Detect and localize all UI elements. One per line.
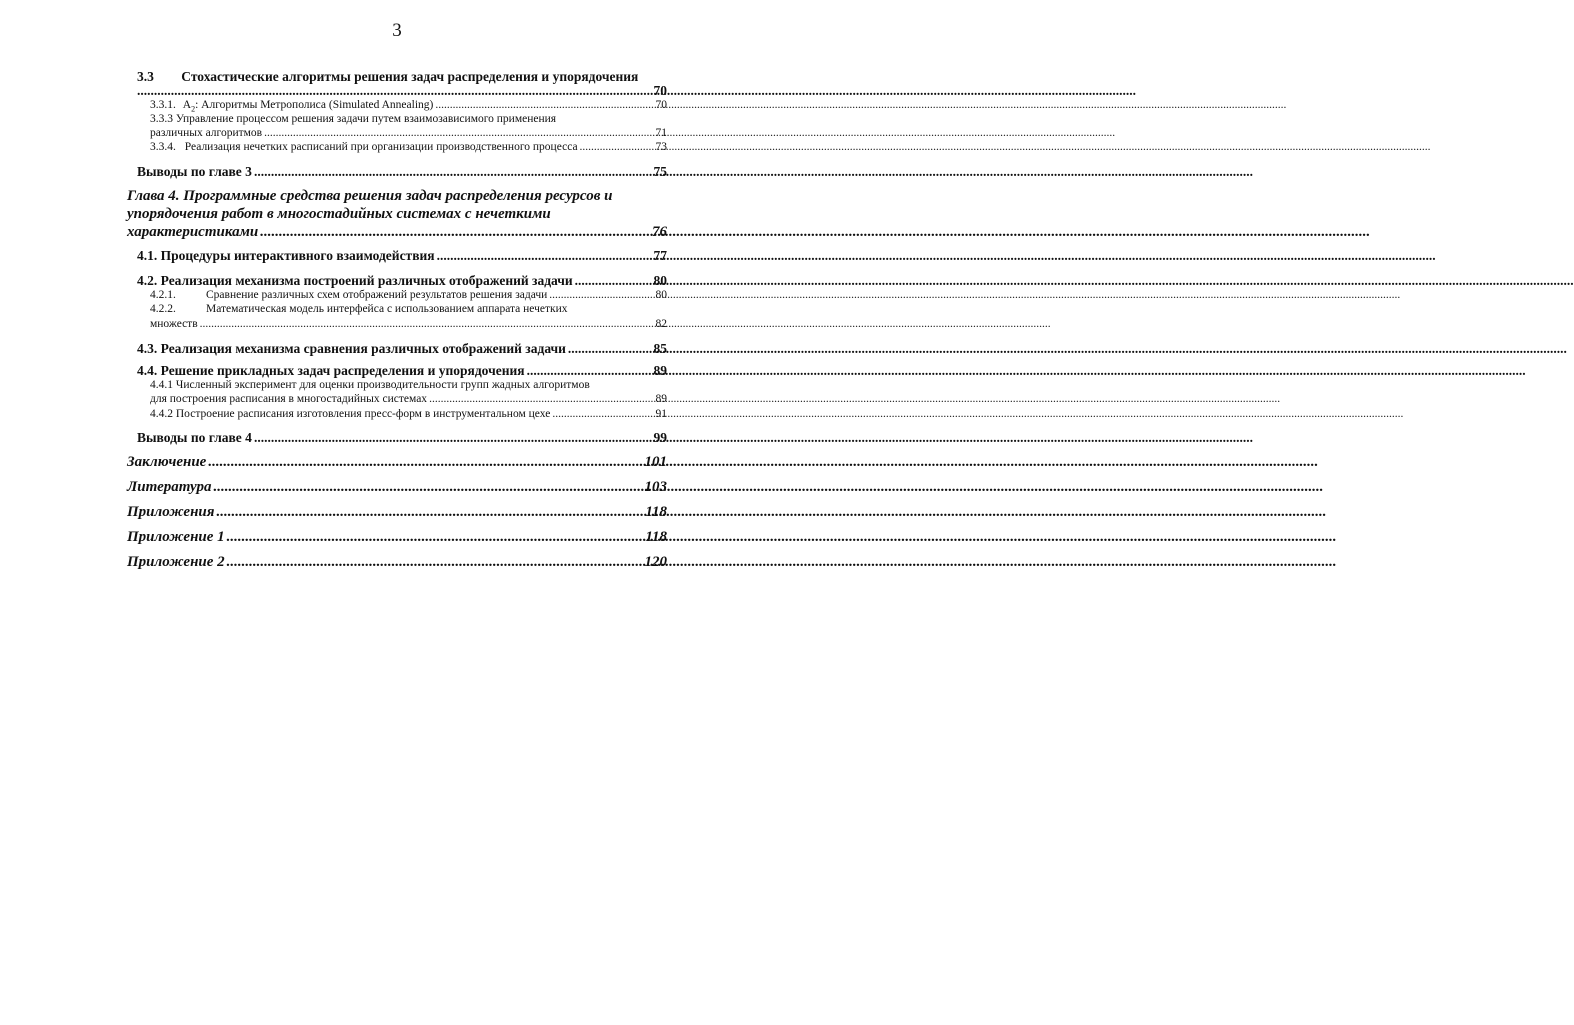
- toc-page: 101: [644, 454, 667, 470]
- toc-title: множеств: [150, 318, 198, 330]
- dot-leader: [200, 318, 654, 330]
- dot-leader: [137, 83, 652, 99]
- toc-page: 70: [655, 99, 667, 111]
- toc-chapter-4-line1[interactable]: Глава 4. Программные средства решения задач распределения ресурсов и: [127, 188, 613, 204]
- toc-title: Приложение 1: [127, 529, 225, 545]
- toc-entry-3-3-1[interactable]: [150, 99, 667, 113]
- toc-number: 3.3: [137, 69, 154, 84]
- toc-title: Математическая модель интерфейса с использованием аппарата нечетких: [206, 303, 568, 315]
- dot-leader: [260, 224, 650, 241]
- dot-leader: [549, 289, 653, 301]
- page-number: 3: [392, 20, 402, 41]
- toc-title: для построения расписания в многостадийных системах: [150, 393, 428, 405]
- toc-page: 89: [653, 363, 667, 378]
- toc-entry-appendices[interactable]: [127, 504, 667, 521]
- toc-title: Реализация нечетких расписаний при организации производственного процесса: [184, 141, 578, 153]
- toc-title: Выводы по главе 4: [137, 430, 252, 445]
- toc-page: 80: [653, 273, 667, 288]
- toc-page: 75: [653, 164, 667, 179]
- toc-page: 99: [653, 430, 667, 445]
- dot-leader: [527, 363, 652, 379]
- toc-page: 71: [655, 127, 667, 139]
- toc-entry-4-3[interactable]: [137, 341, 667, 357]
- toc-page: 80: [655, 289, 667, 301]
- toc-title: характеристиками: [127, 224, 259, 240]
- dot-leader: [227, 529, 644, 546]
- toc-entry-3-3-3[interactable]: [150, 127, 667, 139]
- toc-page: 82: [655, 318, 667, 330]
- toc-entry-4-2-1[interactable]: [150, 289, 667, 301]
- toc-title: Приложение 2: [127, 554, 225, 570]
- toc-entry-4-4-1[interactable]: [150, 393, 667, 405]
- toc-page: 77: [653, 248, 667, 263]
- toc-page: 73: [655, 141, 667, 153]
- dot-leader: [264, 127, 653, 139]
- toc-page: 120: [644, 554, 667, 570]
- toc-page: 118: [645, 529, 667, 545]
- toc-page: 76: [652, 224, 667, 240]
- toc-title-prefix: A: [182, 99, 192, 111]
- dot-leader: [254, 430, 652, 446]
- dot-leader: [552, 408, 653, 420]
- toc-number: 3.3.1.: [150, 99, 176, 111]
- dot-leader: [580, 141, 654, 153]
- toc-number: 3.3.4.: [150, 141, 176, 153]
- dot-leader: [568, 341, 652, 357]
- toc-entry-conclusions-ch3[interactable]: [137, 164, 667, 180]
- dot-leader: [575, 273, 652, 289]
- toc-page: 70: [653, 83, 667, 98]
- toc-title: 4.4.2 Построение расписания изготовления пресс-форм в инструментальном цехе: [150, 408, 551, 420]
- toc-page: 118: [645, 504, 667, 520]
- toc-title: 4.1. Процедуры интерактивного взаимодействия: [137, 248, 435, 263]
- toc-title: Выводы по главе 3: [137, 164, 252, 179]
- toc-title-subscript: 2: [191, 104, 196, 114]
- toc-entry-appendix-1[interactable]: [127, 529, 667, 546]
- toc-entry-conclusion[interactable]: [127, 454, 667, 471]
- toc-title: различных алгоритмов: [150, 127, 263, 139]
- toc-chapter-4-line2[interactable]: упорядочения работ в многостадийных системах с нечеткими: [127, 206, 551, 222]
- table-of-contents: [0, 0, 794, 620]
- toc-entry-4-4-1-line1[interactable]: 4.4.1 Численный эксперимент для оценки производительности групп жадных алгоритмов: [150, 379, 590, 391]
- toc-entry-appendix-2[interactable]: [127, 554, 667, 571]
- toc-page: 103: [644, 479, 667, 495]
- toc-title: Литература: [127, 479, 212, 495]
- dot-leader: [254, 164, 652, 180]
- toc-entry-4-2-2[interactable]: [150, 318, 667, 330]
- toc-number: 4.2.1.: [150, 289, 176, 301]
- dot-leader: [435, 99, 653, 111]
- toc-title: 4.2. Реализация механизма построений различных отображений задачи: [137, 273, 573, 288]
- dot-leader: [227, 554, 643, 571]
- dot-leader: [208, 454, 642, 471]
- toc-entry-4-4[interactable]: [137, 363, 667, 379]
- dot-leader: [216, 504, 643, 521]
- toc-title: Сравнение различных схем отображений результатов решения задачи: [206, 289, 548, 301]
- toc-page: 85: [653, 341, 667, 356]
- toc-title: : Алгоритмы Метрополиса (Simulated Annealing): [195, 99, 434, 111]
- toc-entry-4-1[interactable]: [137, 248, 667, 264]
- toc-entry-3-3-3-line1[interactable]: 3.3.3 Управление процессом решения задачи путем взаимозависимого применения: [150, 113, 557, 125]
- dot-leader: [437, 248, 652, 264]
- toc-page: 91: [655, 408, 667, 420]
- dot-leader: [214, 479, 643, 496]
- toc-number: 4.2.2.: [150, 303, 176, 315]
- toc-title: Стохастические алгоритмы решения задач распределения и упорядочения: [181, 69, 639, 84]
- toc-title: 4.3. Реализация механизма сравнения различных отображений задачи: [137, 341, 566, 356]
- toc-entry-4-2-2-line1[interactable]: [150, 303, 568, 315]
- toc-entry-3-3-4[interactable]: [150, 141, 667, 153]
- toc-entry-3-3-leader: [137, 83, 667, 99]
- dot-leader: [429, 393, 653, 405]
- toc-title: Приложения: [127, 504, 215, 520]
- toc-chapter-4[interactable]: [127, 224, 667, 241]
- toc-entry-literature[interactable]: [127, 479, 667, 496]
- toc-title: 4.4. Решение прикладных задач распределения и упорядочения: [137, 363, 525, 378]
- toc-page: 89: [655, 393, 667, 405]
- toc-entry-conclusions-ch4[interactable]: [137, 430, 667, 446]
- toc-entry-4-4-2[interactable]: [150, 408, 667, 420]
- toc-entry-4-2[interactable]: [137, 273, 667, 289]
- toc-title: Заключение: [127, 454, 207, 470]
